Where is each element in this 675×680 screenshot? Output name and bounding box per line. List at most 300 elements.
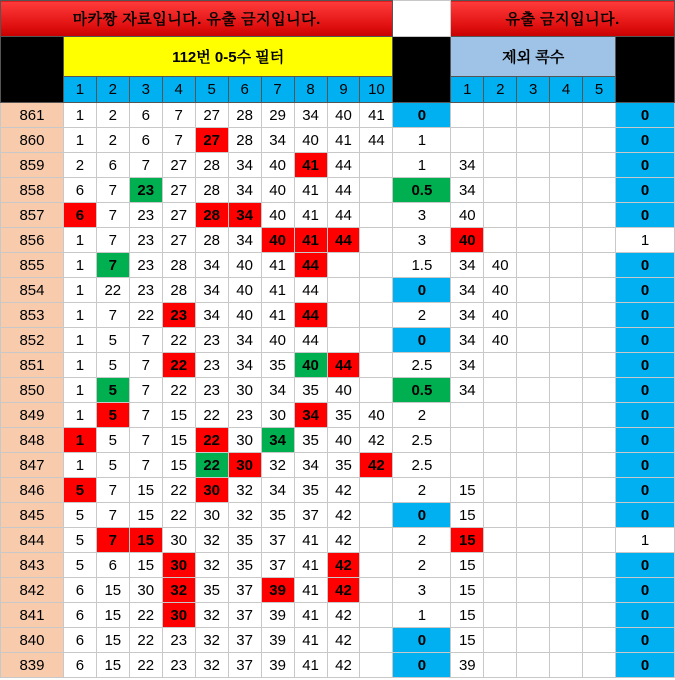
- result2-cell[interactable]: 0: [615, 428, 674, 453]
- filter-number-cell[interactable]: 44: [294, 328, 327, 353]
- filter-number-cell[interactable]: [360, 603, 393, 628]
- filter-number-cell[interactable]: 35: [261, 503, 294, 528]
- filter-number-cell[interactable]: 34: [294, 103, 327, 128]
- exclude-number-cell[interactable]: [517, 303, 550, 328]
- result-cell[interactable]: 2.5: [393, 428, 451, 453]
- filter-number-cell[interactable]: 23: [162, 628, 195, 653]
- exclude-number-cell[interactable]: 34: [451, 328, 484, 353]
- exclude-number-cell[interactable]: [550, 653, 583, 678]
- filter-number-cell[interactable]: 28: [195, 153, 228, 178]
- filter-number-cell[interactable]: 7: [96, 303, 129, 328]
- exclude-number-cell[interactable]: [517, 203, 550, 228]
- exclude-number-cell[interactable]: [517, 553, 550, 578]
- filter-number-cell[interactable]: 7: [96, 528, 129, 553]
- exclude-number-cell[interactable]: [451, 428, 484, 453]
- filter-number-cell[interactable]: 34: [261, 428, 294, 453]
- filter-number-cell[interactable]: 37: [261, 553, 294, 578]
- exclude-number-cell[interactable]: [484, 553, 517, 578]
- filter-number-cell[interactable]: 15: [162, 453, 195, 478]
- exclude-number-cell[interactable]: [583, 528, 616, 553]
- filter-number-cell[interactable]: [360, 653, 393, 678]
- exclude-number-cell[interactable]: [583, 603, 616, 628]
- filter-number-cell[interactable]: 30: [162, 528, 195, 553]
- filter-number-cell[interactable]: 6: [96, 553, 129, 578]
- result-cell[interactable]: 2: [393, 303, 451, 328]
- filter-number-cell[interactable]: 7: [96, 503, 129, 528]
- filter-number-cell[interactable]: 42: [360, 428, 393, 453]
- filter-number-cell[interactable]: 44: [327, 203, 360, 228]
- filter-number-cell[interactable]: 23: [129, 178, 162, 203]
- exclude-number-cell[interactable]: [517, 528, 550, 553]
- filter-number-cell[interactable]: 40: [228, 303, 261, 328]
- filter-number-cell[interactable]: 30: [162, 553, 195, 578]
- exclude-number-cell[interactable]: [583, 403, 616, 428]
- exclude-number-cell[interactable]: [517, 328, 550, 353]
- result2-cell[interactable]: 0: [615, 278, 674, 303]
- round-cell[interactable]: 842: [1, 578, 64, 603]
- filter-number-cell[interactable]: 15: [96, 578, 129, 603]
- filter-number-cell[interactable]: 1: [63, 403, 96, 428]
- round-cell[interactable]: 851: [1, 353, 64, 378]
- exclude-number-cell[interactable]: [517, 153, 550, 178]
- filter-number-cell[interactable]: 44: [327, 178, 360, 203]
- exclude-number-cell[interactable]: [583, 253, 616, 278]
- result2-cell[interactable]: 1: [615, 228, 674, 253]
- exclude-number-cell[interactable]: [583, 553, 616, 578]
- exclude-number-cell[interactable]: 40: [484, 253, 517, 278]
- exclude-number-cell[interactable]: [517, 278, 550, 303]
- result-cell[interactable]: 3: [393, 228, 451, 253]
- filter-number-cell[interactable]: 1: [63, 428, 96, 453]
- exclude-number-cell[interactable]: [484, 103, 517, 128]
- filter-number-cell[interactable]: 7: [162, 128, 195, 153]
- result-cell[interactable]: 0: [393, 503, 451, 528]
- exclude-number-cell[interactable]: [550, 353, 583, 378]
- filter-number-cell[interactable]: 5: [96, 353, 129, 378]
- filter-number-cell[interactable]: 35: [195, 578, 228, 603]
- result2-cell[interactable]: 0: [615, 128, 674, 153]
- exclude-number-cell[interactable]: 34: [451, 353, 484, 378]
- filter-number-cell[interactable]: 15: [96, 603, 129, 628]
- round-cell[interactable]: 857: [1, 203, 64, 228]
- filter-number-cell[interactable]: 1: [63, 328, 96, 353]
- filter-number-cell[interactable]: 40: [360, 403, 393, 428]
- filter-number-cell[interactable]: 22: [162, 328, 195, 353]
- exclude-number-cell[interactable]: [451, 403, 484, 428]
- filter-number-cell[interactable]: 28: [228, 128, 261, 153]
- filter-number-cell[interactable]: 2: [63, 153, 96, 178]
- exclude-number-cell[interactable]: 15: [451, 628, 484, 653]
- exclude-number-cell[interactable]: [550, 103, 583, 128]
- round-cell[interactable]: 841: [1, 603, 64, 628]
- filter-number-cell[interactable]: [360, 328, 393, 353]
- filter-number-cell[interactable]: [360, 278, 393, 303]
- filter-number-cell[interactable]: 5: [96, 378, 129, 403]
- result2-cell[interactable]: 0: [615, 403, 674, 428]
- exclude-number-cell[interactable]: [484, 228, 517, 253]
- result2-cell[interactable]: 0: [615, 653, 674, 678]
- exclude-number-cell[interactable]: [517, 503, 550, 528]
- exclude-number-cell[interactable]: [451, 453, 484, 478]
- round-cell[interactable]: 855: [1, 253, 64, 278]
- exclude-number-cell[interactable]: [550, 553, 583, 578]
- filter-number-cell[interactable]: 32: [228, 478, 261, 503]
- exclude-number-cell[interactable]: [517, 403, 550, 428]
- filter-number-cell[interactable]: 1: [63, 228, 96, 253]
- filter-number-cell[interactable]: 40: [327, 378, 360, 403]
- filter-number-cell[interactable]: 6: [63, 578, 96, 603]
- exclude-number-cell[interactable]: [550, 503, 583, 528]
- filter-number-cell[interactable]: 5: [63, 553, 96, 578]
- result-cell[interactable]: 2.5: [393, 353, 451, 378]
- filter-number-cell[interactable]: 27: [195, 103, 228, 128]
- filter-number-cell[interactable]: 41: [261, 253, 294, 278]
- exclude-number-cell[interactable]: [550, 153, 583, 178]
- exclude-number-cell[interactable]: [583, 578, 616, 603]
- filter-number-cell[interactable]: 7: [129, 453, 162, 478]
- round-cell[interactable]: 854: [1, 278, 64, 303]
- result2-cell[interactable]: 0: [615, 203, 674, 228]
- filter-number-cell[interactable]: 6: [63, 653, 96, 678]
- filter-number-cell[interactable]: 1: [63, 278, 96, 303]
- filter-number-cell[interactable]: 34: [228, 353, 261, 378]
- result2-cell[interactable]: 0: [615, 453, 674, 478]
- exclude-number-cell[interactable]: [517, 228, 550, 253]
- filter-number-cell[interactable]: 27: [162, 228, 195, 253]
- filter-number-cell[interactable]: [360, 478, 393, 503]
- exclude-number-cell[interactable]: [517, 103, 550, 128]
- exclude-number-cell[interactable]: [550, 203, 583, 228]
- exclude-number-cell[interactable]: 34: [451, 303, 484, 328]
- filter-number-cell[interactable]: 41: [327, 128, 360, 153]
- exclude-number-cell[interactable]: [517, 453, 550, 478]
- round-cell[interactable]: 848: [1, 428, 64, 453]
- exclude-number-cell[interactable]: 40: [484, 328, 517, 353]
- filter-number-cell[interactable]: 34: [195, 303, 228, 328]
- filter-number-cell[interactable]: 27: [195, 128, 228, 153]
- filter-number-cell[interactable]: [360, 153, 393, 178]
- round-cell[interactable]: 847: [1, 453, 64, 478]
- filter-number-cell[interactable]: 15: [129, 478, 162, 503]
- exclude-number-cell[interactable]: 34: [451, 278, 484, 303]
- filter-number-cell[interactable]: 39: [261, 653, 294, 678]
- round-cell[interactable]: 843: [1, 553, 64, 578]
- filter-number-cell[interactable]: [327, 253, 360, 278]
- exclude-number-cell[interactable]: [517, 253, 550, 278]
- filter-number-cell[interactable]: 28: [162, 253, 195, 278]
- filter-number-cell[interactable]: 34: [228, 228, 261, 253]
- result2-cell[interactable]: 0: [615, 353, 674, 378]
- filter-number-cell[interactable]: 30: [228, 453, 261, 478]
- exclude-number-cell[interactable]: [517, 478, 550, 503]
- exclude-number-cell[interactable]: 34: [451, 253, 484, 278]
- filter-number-cell[interactable]: 40: [261, 178, 294, 203]
- filter-number-cell[interactable]: 1: [63, 103, 96, 128]
- exclude-number-cell[interactable]: [517, 428, 550, 453]
- result-cell[interactable]: 2: [393, 478, 451, 503]
- filter-number-cell[interactable]: 41: [294, 578, 327, 603]
- filter-number-cell[interactable]: [327, 278, 360, 303]
- filter-number-cell[interactable]: 32: [195, 528, 228, 553]
- exclude-number-cell[interactable]: [550, 278, 583, 303]
- filter-number-cell[interactable]: 15: [162, 403, 195, 428]
- exclude-number-cell[interactable]: [583, 228, 616, 253]
- exclude-number-cell[interactable]: [550, 453, 583, 478]
- filter-number-cell[interactable]: [360, 203, 393, 228]
- filter-number-cell[interactable]: 1: [63, 303, 96, 328]
- exclude-number-cell[interactable]: 15: [451, 503, 484, 528]
- round-cell[interactable]: 839: [1, 653, 64, 678]
- filter-number-cell[interactable]: 40: [327, 103, 360, 128]
- filter-number-cell[interactable]: 15: [162, 428, 195, 453]
- round-cell[interactable]: 850: [1, 378, 64, 403]
- exclude-number-cell[interactable]: [550, 253, 583, 278]
- exclude-number-cell[interactable]: [550, 528, 583, 553]
- filter-number-cell[interactable]: 1: [63, 353, 96, 378]
- filter-number-cell[interactable]: 23: [162, 653, 195, 678]
- filter-number-cell[interactable]: 41: [294, 228, 327, 253]
- exclude-number-cell[interactable]: 15: [451, 553, 484, 578]
- result-cell[interactable]: 2: [393, 528, 451, 553]
- exclude-number-cell[interactable]: 39: [451, 653, 484, 678]
- exclude-number-cell[interactable]: [517, 628, 550, 653]
- filter-number-cell[interactable]: [360, 353, 393, 378]
- result-cell[interactable]: 2.5: [393, 453, 451, 478]
- filter-number-cell[interactable]: [360, 628, 393, 653]
- exclude-number-cell[interactable]: [583, 153, 616, 178]
- result-cell[interactable]: 0: [393, 328, 451, 353]
- filter-number-cell[interactable]: 37: [228, 653, 261, 678]
- filter-number-cell[interactable]: 7: [129, 378, 162, 403]
- exclude-number-cell[interactable]: [484, 153, 517, 178]
- filter-number-cell[interactable]: 34: [294, 403, 327, 428]
- exclude-number-cell[interactable]: [484, 178, 517, 203]
- result2-cell[interactable]: 0: [615, 153, 674, 178]
- result2-cell[interactable]: 0: [615, 178, 674, 203]
- result2-cell[interactable]: 0: [615, 378, 674, 403]
- filter-number-cell[interactable]: 42: [327, 528, 360, 553]
- exclude-number-cell[interactable]: [550, 328, 583, 353]
- filter-number-cell[interactable]: 5: [63, 478, 96, 503]
- filter-number-cell[interactable]: [327, 303, 360, 328]
- filter-number-cell[interactable]: 34: [195, 253, 228, 278]
- filter-number-cell[interactable]: 22: [195, 428, 228, 453]
- filter-number-cell[interactable]: 35: [327, 403, 360, 428]
- filter-number-cell[interactable]: 28: [195, 203, 228, 228]
- exclude-number-cell[interactable]: [550, 478, 583, 503]
- filter-number-cell[interactable]: 44: [327, 353, 360, 378]
- filter-number-cell[interactable]: 41: [261, 303, 294, 328]
- filter-number-cell[interactable]: 2: [96, 128, 129, 153]
- filter-number-cell[interactable]: 40: [261, 228, 294, 253]
- filter-number-cell[interactable]: 41: [294, 528, 327, 553]
- filter-number-cell[interactable]: 41: [294, 603, 327, 628]
- exclude-number-cell[interactable]: 34: [451, 378, 484, 403]
- result-cell[interactable]: 3: [393, 203, 451, 228]
- filter-number-cell[interactable]: 32: [195, 628, 228, 653]
- exclude-number-cell[interactable]: [550, 603, 583, 628]
- exclude-number-cell[interactable]: [583, 503, 616, 528]
- exclude-number-cell[interactable]: [517, 603, 550, 628]
- round-cell[interactable]: 844: [1, 528, 64, 553]
- filter-number-cell[interactable]: 40: [294, 128, 327, 153]
- exclude-number-cell[interactable]: [583, 103, 616, 128]
- exclude-number-cell[interactable]: [583, 178, 616, 203]
- filter-number-cell[interactable]: 34: [261, 378, 294, 403]
- filter-number-cell[interactable]: 15: [96, 653, 129, 678]
- filter-number-cell[interactable]: 42: [327, 653, 360, 678]
- round-cell[interactable]: 853: [1, 303, 64, 328]
- filter-number-cell[interactable]: 30: [228, 378, 261, 403]
- filter-number-cell[interactable]: 5: [96, 403, 129, 428]
- result-cell[interactable]: 1: [393, 128, 451, 153]
- filter-number-cell[interactable]: 30: [261, 403, 294, 428]
- exclude-number-cell[interactable]: 15: [451, 603, 484, 628]
- filter-number-cell[interactable]: 34: [261, 128, 294, 153]
- round-cell[interactable]: 849: [1, 403, 64, 428]
- result2-cell[interactable]: 0: [615, 603, 674, 628]
- exclude-number-cell[interactable]: [583, 128, 616, 153]
- exclude-number-cell[interactable]: 40: [484, 303, 517, 328]
- filter-number-cell[interactable]: 40: [228, 278, 261, 303]
- filter-number-cell[interactable]: 44: [294, 278, 327, 303]
- result-cell[interactable]: 0.5: [393, 378, 451, 403]
- exclude-number-cell[interactable]: 40: [484, 278, 517, 303]
- filter-number-cell[interactable]: 32: [195, 653, 228, 678]
- exclude-number-cell[interactable]: [583, 303, 616, 328]
- filter-number-cell[interactable]: 34: [228, 328, 261, 353]
- filter-number-cell[interactable]: 44: [294, 303, 327, 328]
- filter-number-cell[interactable]: 40: [261, 203, 294, 228]
- exclude-number-cell[interactable]: [517, 578, 550, 603]
- filter-number-cell[interactable]: 40: [294, 353, 327, 378]
- filter-number-cell[interactable]: 32: [162, 578, 195, 603]
- result2-cell[interactable]: 0: [615, 328, 674, 353]
- filter-number-cell[interactable]: 23: [195, 328, 228, 353]
- filter-number-cell[interactable]: 29: [261, 103, 294, 128]
- filter-number-cell[interactable]: 34: [294, 453, 327, 478]
- round-cell[interactable]: 858: [1, 178, 64, 203]
- exclude-number-cell[interactable]: [484, 403, 517, 428]
- exclude-number-cell[interactable]: [484, 128, 517, 153]
- filter-number-cell[interactable]: 34: [195, 278, 228, 303]
- filter-number-cell[interactable]: 28: [195, 178, 228, 203]
- filter-number-cell[interactable]: 6: [129, 103, 162, 128]
- filter-number-cell[interactable]: 35: [261, 353, 294, 378]
- filter-number-cell[interactable]: 22: [129, 628, 162, 653]
- exclude-number-cell[interactable]: [484, 603, 517, 628]
- exclude-number-cell[interactable]: [550, 303, 583, 328]
- filter-number-cell[interactable]: 5: [63, 503, 96, 528]
- result2-cell[interactable]: 0: [615, 253, 674, 278]
- filter-number-cell[interactable]: 7: [129, 403, 162, 428]
- filter-number-cell[interactable]: 7: [96, 178, 129, 203]
- filter-number-cell[interactable]: 41: [261, 278, 294, 303]
- exclude-number-cell[interactable]: 34: [451, 153, 484, 178]
- exclude-number-cell[interactable]: [517, 128, 550, 153]
- filter-number-cell[interactable]: 23: [195, 353, 228, 378]
- exclude-number-cell[interactable]: [484, 203, 517, 228]
- filter-number-cell[interactable]: 1: [63, 378, 96, 403]
- exclude-number-cell[interactable]: [484, 503, 517, 528]
- filter-number-cell[interactable]: 6: [63, 203, 96, 228]
- filter-number-cell[interactable]: 44: [327, 153, 360, 178]
- result-cell[interactable]: 3: [393, 578, 451, 603]
- result-cell[interactable]: 1: [393, 153, 451, 178]
- filter-number-cell[interactable]: 42: [327, 628, 360, 653]
- filter-number-cell[interactable]: [327, 328, 360, 353]
- exclude-number-cell[interactable]: [583, 628, 616, 653]
- filter-number-cell[interactable]: [360, 578, 393, 603]
- filter-number-cell[interactable]: 34: [261, 478, 294, 503]
- filter-number-cell[interactable]: 23: [129, 228, 162, 253]
- filter-number-cell[interactable]: 7: [129, 428, 162, 453]
- exclude-number-cell[interactable]: 15: [451, 578, 484, 603]
- filter-number-cell[interactable]: 37: [261, 528, 294, 553]
- filter-number-cell[interactable]: 5: [96, 428, 129, 453]
- filter-number-cell[interactable]: 28: [228, 103, 261, 128]
- filter-number-cell[interactable]: 37: [228, 603, 261, 628]
- exclude-number-cell[interactable]: 40: [451, 228, 484, 253]
- exclude-number-cell[interactable]: [583, 653, 616, 678]
- filter-number-cell[interactable]: 15: [129, 503, 162, 528]
- filter-number-cell[interactable]: 37: [294, 503, 327, 528]
- round-cell[interactable]: 856: [1, 228, 64, 253]
- exclude-number-cell[interactable]: [484, 578, 517, 603]
- filter-number-cell[interactable]: 39: [261, 603, 294, 628]
- filter-number-cell[interactable]: 23: [129, 203, 162, 228]
- filter-number-cell[interactable]: 41: [294, 628, 327, 653]
- filter-number-cell[interactable]: 35: [327, 453, 360, 478]
- round-cell[interactable]: 845: [1, 503, 64, 528]
- filter-number-cell[interactable]: 23: [129, 253, 162, 278]
- filter-number-cell[interactable]: 23: [195, 378, 228, 403]
- filter-number-cell[interactable]: 15: [96, 628, 129, 653]
- exclude-number-cell[interactable]: [550, 628, 583, 653]
- exclude-number-cell[interactable]: [583, 203, 616, 228]
- filter-number-cell[interactable]: 39: [261, 628, 294, 653]
- exclude-number-cell[interactable]: [484, 378, 517, 403]
- exclude-number-cell[interactable]: 34: [451, 178, 484, 203]
- result-cell[interactable]: 0: [393, 278, 451, 303]
- filter-number-cell[interactable]: 1: [63, 128, 96, 153]
- filter-number-cell[interactable]: 7: [129, 328, 162, 353]
- filter-number-cell[interactable]: 6: [129, 128, 162, 153]
- filter-number-cell[interactable]: 5: [63, 528, 96, 553]
- result-cell[interactable]: 1.5: [393, 253, 451, 278]
- filter-number-cell[interactable]: 35: [228, 528, 261, 553]
- filter-number-cell[interactable]: 35: [294, 378, 327, 403]
- exclude-number-cell[interactable]: [550, 178, 583, 203]
- result2-cell[interactable]: 0: [615, 303, 674, 328]
- exclude-number-cell[interactable]: [550, 378, 583, 403]
- filter-number-cell[interactable]: 40: [261, 328, 294, 353]
- filter-number-cell[interactable]: 27: [162, 153, 195, 178]
- filter-number-cell[interactable]: 22: [129, 603, 162, 628]
- result-cell[interactable]: 0: [393, 653, 451, 678]
- filter-number-cell[interactable]: 34: [228, 203, 261, 228]
- filter-number-cell[interactable]: 5: [96, 453, 129, 478]
- exclude-number-cell[interactable]: [484, 353, 517, 378]
- filter-number-cell[interactable]: 41: [294, 553, 327, 578]
- filter-number-cell[interactable]: 42: [327, 553, 360, 578]
- filter-number-cell[interactable]: 2: [96, 103, 129, 128]
- exclude-number-cell[interactable]: [583, 453, 616, 478]
- filter-number-cell[interactable]: 1: [63, 253, 96, 278]
- filter-number-cell[interactable]: 41: [294, 178, 327, 203]
- filter-number-cell[interactable]: 7: [129, 353, 162, 378]
- filter-number-cell[interactable]: 32: [195, 603, 228, 628]
